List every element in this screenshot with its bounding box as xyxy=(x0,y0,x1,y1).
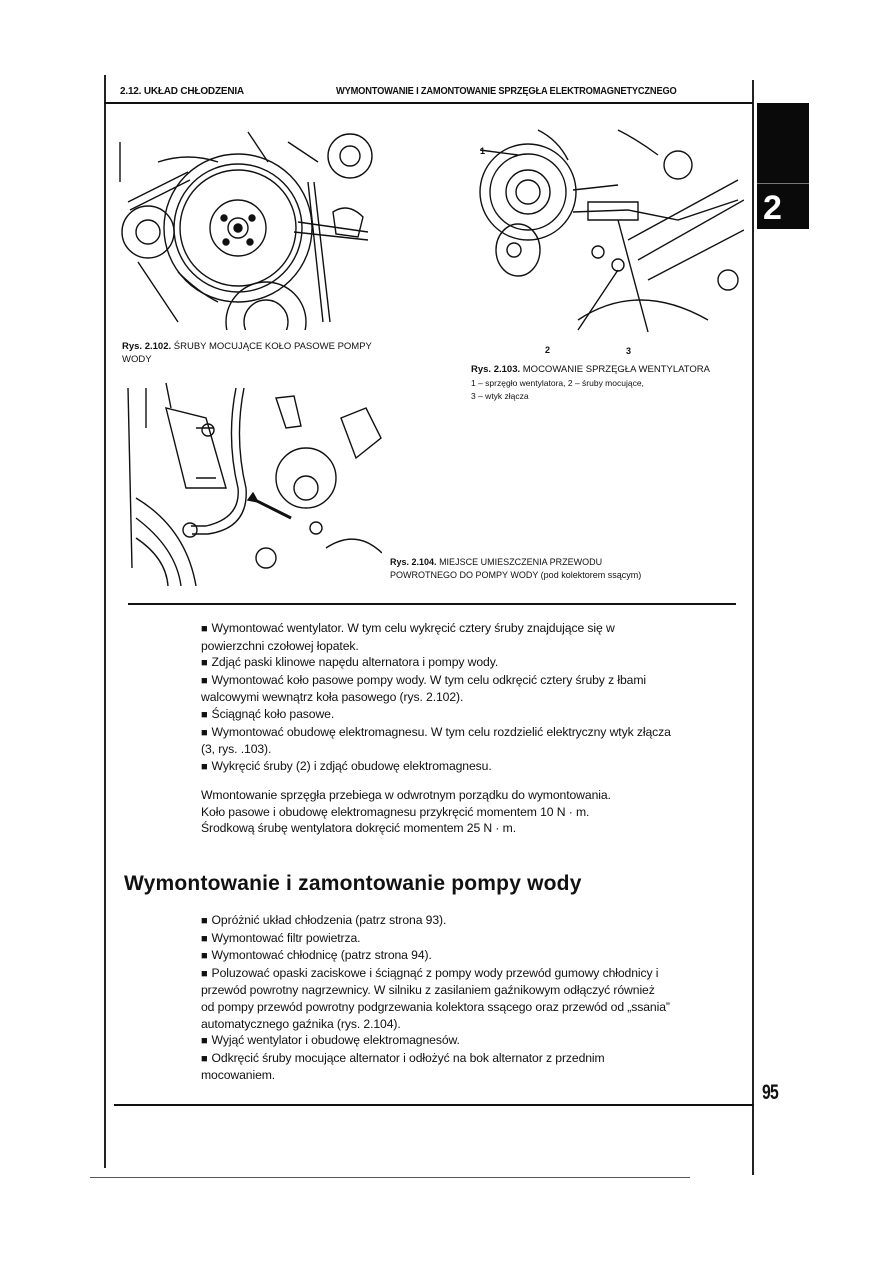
page-bottom-rule xyxy=(90,1177,690,1178)
step-item: ■ Wymontować chłodnicę (patrz strona 94). xyxy=(201,947,671,965)
step-item: ■ Wymontować koło pasowe pompy wody. W tym celu odkręcić cztery śruby z łbami walcowymi wewnątrz koła pasowego (rys. 2.102). xyxy=(201,672,671,706)
step-item: ■ Wyjąć wentylator i obudowę elektromagnesów. xyxy=(201,1032,671,1050)
figure-2-103-caption-text: MOCOWANIE SPRZĘGŁA WENTYLATORA xyxy=(522,364,710,375)
clutch-installation-paragraph xyxy=(201,787,681,837)
figure-2-104-illustration xyxy=(126,378,382,586)
figure-2-104-caption-line2: POWROTNEGO DO POMPY WODY (pod kolektorem ssącym) xyxy=(390,569,642,580)
clutch-removal-steps xyxy=(201,620,671,775)
step-item: ■ Wymontować obudowę elektromagnesu. W tym celu rozdzielić elektryczny wtyk złącza (3, rys. .103). xyxy=(201,724,671,758)
footer-rule xyxy=(114,1104,754,1106)
callout-2: 2 xyxy=(545,345,551,355)
step-item: ■ Zdjąć paski klinowe napędu alternatora i pompy wody. xyxy=(201,654,671,672)
figure-2-103-illustration xyxy=(478,120,744,342)
paragraph-line: Koło pasowe i obudowę elektromagnesu przykręcić momentem 10 N · m. xyxy=(201,804,590,819)
chapter-number: 2 xyxy=(763,189,782,227)
figure-2-103-legend-line1: 1 – sprzęgło wentylatora, 2 – śruby mocujące, xyxy=(471,378,644,388)
figure-2-102-caption-text: ŚRUBY MOCUJĄCE KOŁO PASOWE POMPY WODY xyxy=(122,341,372,365)
left-margin-rule xyxy=(104,75,106,1168)
step-item: ■ Wymontować wentylator. W tym celu wykręcić cztery śruby znajdujące się w powierzchni czołowej łopatek. xyxy=(201,620,671,654)
figure-2-103-caption xyxy=(471,363,761,376)
chapter-tab-divider xyxy=(757,183,809,184)
callout-3: 3 xyxy=(626,346,632,356)
paragraph-line: Środkową śrubę wentylatora dokręcić momentem 25 N · m. xyxy=(201,821,516,836)
topic-header: WYMONTOWANIE I ZAMONTOWANIE SPRZĘGŁA ELEKTROMAGNETYCZNEGO xyxy=(336,86,677,97)
section-heading: Wymontowanie i zamontowanie pompy wody xyxy=(124,872,582,895)
figure-2-102-caption xyxy=(122,340,402,366)
figure-2-103-label: Rys. 2.103. xyxy=(471,364,521,375)
figure-2-102-label: Rys. 2.102. xyxy=(122,341,172,352)
step-item: ■ Odkręcić śruby mocujące alternator i odłożyć na bok alternator z przednim mocowaniem. xyxy=(201,1050,671,1084)
chapter-tab xyxy=(757,103,809,229)
water-pump-removal-steps xyxy=(201,912,671,1084)
figure-2-104-caption-line1: MIEJSCE UMIESZCZENIA PRZEWODU xyxy=(439,557,603,567)
figure-2-103-legend-line2: 3 – wtyk złącza xyxy=(471,391,529,401)
figure-2-102-illustration xyxy=(118,122,380,330)
header-rule xyxy=(104,102,753,104)
step-item: ■ Opróżnić układ chłodzenia (patrz strona 93). xyxy=(201,912,671,930)
figure-2-104-caption xyxy=(390,556,730,581)
step-item: ■ Ściągnąć koło pasowe. xyxy=(201,706,671,724)
figure-2-104-label: Rys. 2.104. xyxy=(390,557,437,567)
step-item: ■ Wymontować filtr powietrza. xyxy=(201,930,671,948)
callout-1: 1 xyxy=(480,146,486,156)
right-margin-rule xyxy=(752,80,754,1175)
paragraph-line: Wmontowanie sprzęgła przebiega w odwrotnym porządku do wymontowania. xyxy=(201,788,611,802)
page-number: 95 xyxy=(762,1081,779,1104)
section-header: 2.12. UKŁAD CHŁODZENIA xyxy=(120,86,244,97)
step-item: ■ Poluzować opaski zaciskowe i ściągnąć z pompy wody przewód gumowy chłodnicy i przewód powrotny nagrzewnicy. W silniku z zasilaniem gaźnikowym odłączyć również od pompy przewód powrotny podgrzewania kolektora ssącego oraz przewód od „ssania” automatycznego gaźnika (rys. 2.104). xyxy=(201,965,671,1032)
figures-separator-rule xyxy=(128,603,736,605)
step-item: ■ Wykręcić śruby (2) i zdjąć obudowę elektromagnesu. xyxy=(201,758,671,776)
